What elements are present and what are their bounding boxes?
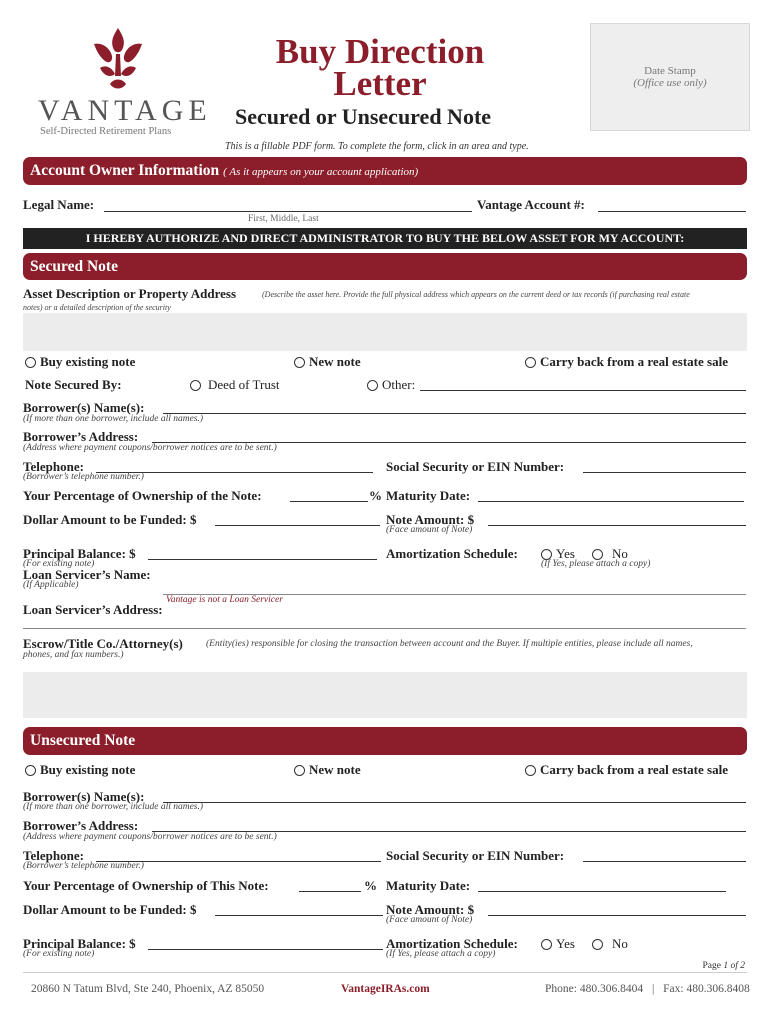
unsec-opt-carry[interactable]: Carry back from a real estate sale	[525, 762, 728, 778]
sec-borrower-address-label: Borrower’s Address:	[23, 429, 139, 444]
legal-name-label: Legal Name:	[23, 197, 95, 212]
asset-description-field[interactable]	[23, 313, 747, 351]
secured-note-title: Secured Note	[30, 258, 118, 275]
sec-ssn-field[interactable]	[583, 472, 746, 473]
secured-opt-existing[interactable]: Buy existing note	[25, 354, 135, 370]
sec-telephone-label: Telephone:	[23, 459, 84, 474]
radio-icon	[541, 939, 552, 950]
footer-fax: Fax: 480.306.8408	[663, 983, 750, 995]
footer-separator: |	[651, 983, 655, 995]
unsec-note-amount-label: Note Amount: $	[386, 902, 475, 917]
sec-maturity-field[interactable]	[478, 501, 744, 502]
sec-borrower-names-field[interactable]	[163, 413, 746, 414]
logo-wordmark: VANTAGE	[38, 94, 212, 127]
escrow-label: Escrow/Title Co./Attorney(s)	[23, 636, 183, 651]
legal-name-help: First, Middle, Last	[248, 214, 319, 224]
servicer-address-field[interactable]	[23, 628, 746, 629]
fillable-note: This is a fillable PDF form. To complete the form, click in an area and type.	[225, 141, 529, 152]
radio-icon	[25, 765, 36, 776]
sec-principal-help: (For existing note)	[23, 559, 95, 569]
unsec-amortization-label: Amortization Schedule:	[386, 936, 518, 951]
vantage-logo-icon	[88, 26, 148, 94]
sec-principal-label: Principal Balance: $	[23, 546, 136, 561]
unsecured-note-title: Unsecured Note	[30, 732, 136, 749]
servicer-name-help: (If Applicable)	[23, 580, 79, 590]
footer-address: 20860 N Tatum Blvd, Ste 240, Phoenix, AZ 85050	[31, 983, 265, 995]
legal-name-field[interactable]	[104, 211, 472, 212]
other-option[interactable]: Other:	[367, 377, 415, 393]
unsec-opt-new[interactable]: New note	[294, 762, 361, 778]
asset-description-help-2: notes) or a detailed description of the security	[23, 303, 171, 312]
title-line-2: Letter	[333, 64, 427, 103]
page-title	[250, 32, 510, 103]
title-line-1: Buy Direction	[275, 32, 485, 71]
unsec-ownership-field[interactable]	[299, 891, 361, 892]
sec-note-amount-label: Note Amount: $	[386, 512, 475, 527]
unsec-dollar-field[interactable]	[215, 915, 383, 916]
note-secured-by-label: Note Secured By:	[25, 377, 122, 392]
radio-icon	[367, 380, 378, 391]
unsec-amort-help: (If Yes, please attach a copy)	[386, 949, 496, 959]
secured-opt-carry[interactable]: Carry back from a real estate sale	[525, 354, 728, 370]
radio-icon	[294, 357, 305, 368]
radio-icon	[525, 357, 536, 368]
unsec-note-amount-field[interactable]	[488, 915, 746, 916]
radio-icon	[525, 765, 536, 776]
radio-icon	[25, 357, 36, 368]
sec-amort-no[interactable]: No	[592, 546, 628, 562]
authorize-banner: I HEREBY AUTHORIZE AND DIRECT ADMINISTRATOR TO BUY THE BELOW ASSET FOR MY ACCOUNT:	[23, 228, 747, 249]
unsec-borrower-names-field[interactable]	[163, 802, 746, 803]
unsec-percent-sign: %	[364, 878, 377, 893]
unsec-borrower-names-label: Borrower(s) Name(s):	[23, 789, 145, 804]
sec-principal-field[interactable]	[148, 559, 377, 560]
sec-borrower-address-help: (Address where payment coupons/borrower notices are to be sent.)	[23, 443, 277, 453]
footer-website[interactable]: VantageIRAs.com	[341, 983, 430, 995]
sec-ownership-field[interactable]	[290, 501, 368, 502]
unsec-dollar-label: Dollar Amount to be Funded: $	[23, 902, 197, 917]
date-stamp-box[interactable]	[590, 23, 750, 131]
sec-borrower-names-label: Borrower(s) Name(s):	[23, 400, 145, 415]
account-owner-header	[23, 157, 747, 185]
unsecured-note-header	[23, 727, 747, 755]
unsec-amort-yes[interactable]: Yes	[541, 936, 575, 952]
footer-phone: Phone: 480.306.8404	[545, 983, 644, 995]
account-number-label: Vantage Account #:	[477, 197, 585, 212]
escrow-help-2: phones, and fax numbers.)	[23, 650, 124, 660]
servicer-address-label: Loan Servicer’s Address:	[23, 602, 163, 617]
unsec-amort-no[interactable]: No	[592, 936, 628, 952]
unsec-principal-help: (For existing note)	[23, 949, 95, 959]
sec-borrower-names-help: (If more than one borrower, include all names.)	[23, 414, 204, 424]
secured-opt-new[interactable]: New note	[294, 354, 361, 370]
unsec-principal-label: Principal Balance: $	[23, 936, 136, 951]
account-owner-note: ( As it appears on your account application)	[223, 166, 419, 178]
sec-amort-help: (If Yes, please attach a copy)	[541, 559, 651, 569]
asset-description-label: Asset Description or Property Address	[23, 286, 237, 301]
secured-note-header	[23, 253, 747, 280]
radio-icon	[294, 765, 305, 776]
sec-amortization-label: Amortization Schedule:	[386, 546, 518, 561]
asset-description-help-1: (Describe the asset here. Provide the full physical address which appears on the current deed or tax records (if purchasing real estate	[262, 290, 690, 299]
sec-amort-yes[interactable]: Yes	[541, 546, 575, 562]
unsec-ssn-field[interactable]	[583, 861, 746, 862]
unsec-telephone-help: (Borrower’s telephone number.)	[23, 861, 144, 871]
unsec-telephone-label: Telephone:	[23, 848, 84, 863]
page-number: Page 1 of 2	[702, 961, 745, 971]
account-owner-title: Account Owner Information	[30, 162, 220, 179]
footer-contact	[545, 983, 750, 995]
unsec-ssn-label: Social Security or EIN Number:	[386, 848, 565, 863]
sec-ownership-label: Your Percentage of Ownership of the Note:	[23, 488, 262, 503]
unsec-principal-field[interactable]	[148, 949, 383, 950]
footer-divider	[23, 972, 747, 973]
other-field[interactable]	[420, 390, 746, 391]
sec-maturity-label: Maturity Date:	[386, 488, 471, 503]
sec-note-amount-help: (Face amount of Note)	[386, 525, 473, 535]
radio-icon	[592, 939, 603, 950]
sec-telephone-help: (Borrower’s telephone number.)	[23, 472, 144, 482]
date-stamp-sub: (Office use only)	[633, 77, 707, 89]
page-subtitle: Secured or Unsecured Note	[235, 104, 492, 129]
unsec-opt-existing[interactable]: Buy existing note	[25, 762, 135, 778]
escrow-help-1: (Entity(ies) responsible for closing the transaction between account and the Buyer. If multiple entities, please include all names,	[206, 639, 693, 649]
unsec-ownership-label: Your Percentage of Ownership of This Note:	[23, 878, 269, 893]
logo-tagline: Self-Directed Retirement Plans	[40, 126, 172, 137]
deed-of-trust-option[interactable]: Deed of Trust	[190, 377, 280, 393]
unsec-borrower-names-help: (If more than one borrower, include all names.)	[23, 802, 204, 812]
servicer-name-label: Loan Servicer’s Name:	[23, 567, 151, 582]
not-loan-servicer-note: Vantage is not a Loan Servicer	[166, 595, 283, 605]
unsec-maturity-field[interactable]	[478, 891, 726, 892]
unsec-borrower-address-label: Borrower’s Address:	[23, 818, 139, 833]
account-number-field[interactable]	[598, 211, 746, 212]
unsec-maturity-label: Maturity Date:	[386, 878, 471, 893]
radio-icon	[190, 380, 201, 391]
sec-percent-sign: %	[369, 488, 382, 503]
unsec-note-amount-help: (Face amount of Note)	[386, 915, 473, 925]
sec-dollar-field[interactable]	[215, 525, 380, 526]
sec-dollar-label: Dollar Amount to be Funded: $	[23, 512, 197, 527]
escrow-field[interactable]	[23, 672, 747, 718]
date-stamp-label: Date Stamp	[644, 65, 696, 77]
sec-note-amount-field[interactable]	[488, 525, 746, 526]
unsec-borrower-address-help: (Address where payment coupons/borrower notices are to be sent.)	[23, 832, 277, 842]
sec-ssn-label: Social Security or EIN Number:	[386, 459, 565, 474]
